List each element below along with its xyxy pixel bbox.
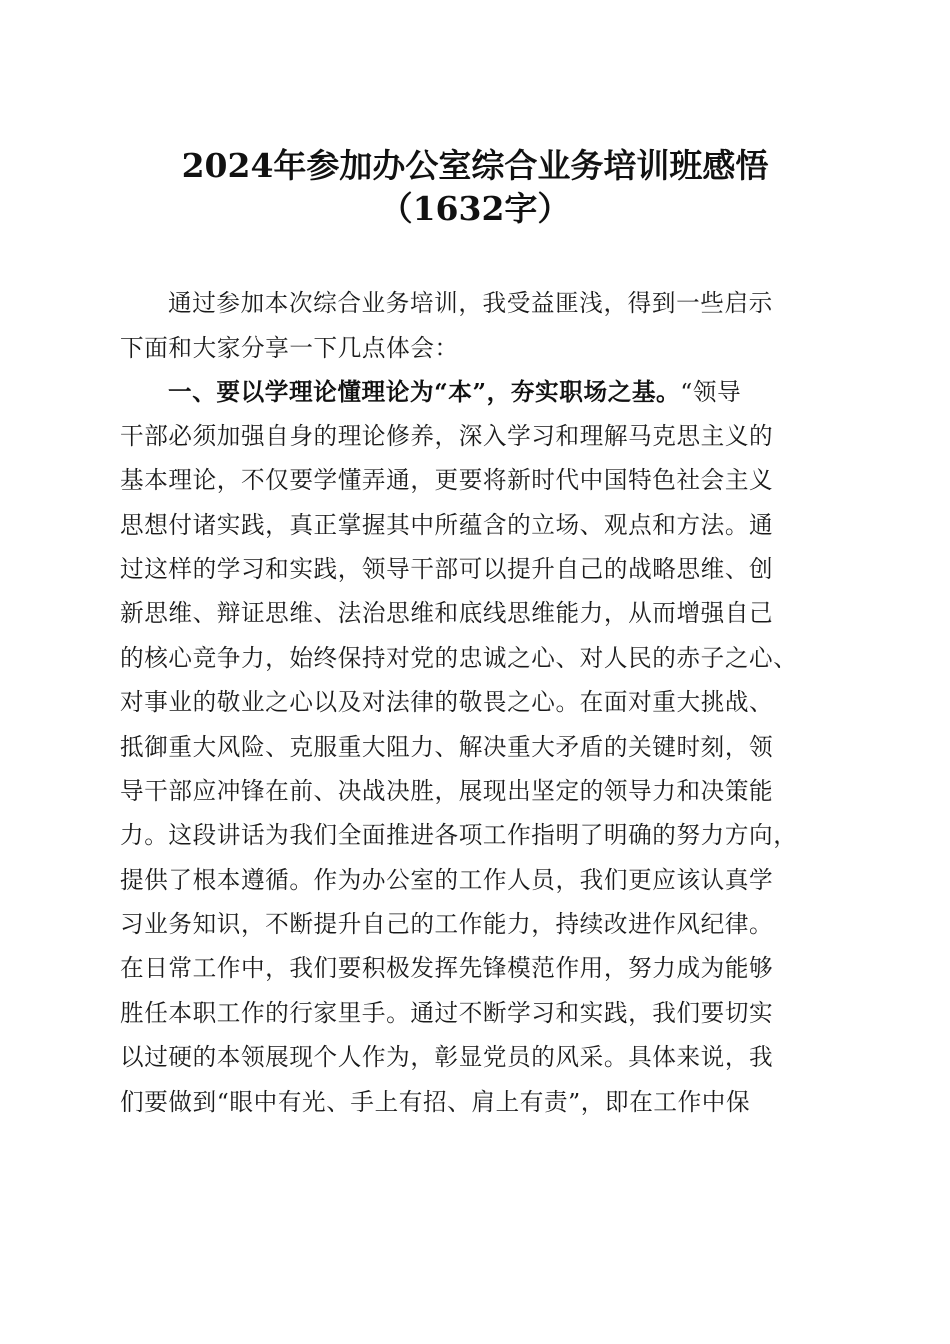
paragraph-line: 干部必须加强自身的理论修养，深入学习和理解马克思主义的 bbox=[120, 422, 774, 450]
section-heading-line bbox=[168, 373, 741, 407]
paragraph-line: 习业务知识，不断提升自己的工作能力，持续改进作风纪律。 bbox=[120, 910, 774, 938]
intro-line: 通过参加本次综合业务培训，我受益匪浅，得到一些启示 bbox=[168, 289, 773, 317]
paragraph-line: 过这样的学习和实践，领导干部可以提升自己的战略思维、创 bbox=[120, 555, 774, 583]
paragraph-line: 们要做到“眼中有光、手上有招、肩上有责”，即在工作中保 bbox=[120, 1088, 751, 1116]
paragraph-line: 新思维、辩证思维、法治思维和底线思维能力，从而增强自己 bbox=[120, 599, 774, 627]
paragraph-line: 思想付诸实践，真正掌握其中所蕴含的立场、观点和方法。通 bbox=[120, 511, 774, 539]
paragraph-line: 导干部应冲锋在前、决战决胜，展现出坚定的领导力和决策能 bbox=[120, 777, 774, 805]
paragraph-line: 的核心竞争力，始终保持对党的忠诚之心、对人民的赤子之心、 bbox=[120, 644, 798, 672]
document-title: 2024年参加办公室综合业务培训班感悟 bbox=[181, 146, 769, 185]
paragraph-line: 基本理论，不仅要学懂弄通，更要将新时代中国特色社会主义 bbox=[120, 466, 774, 494]
paragraph-line: 力。这段讲话为我们全面推进各项工作指明了明确的努力方向， bbox=[120, 821, 798, 849]
paragraph-line: 胜任本职工作的行家里手。通过不断学习和实践，我们要切实 bbox=[120, 999, 774, 1027]
paragraph-line: 抵御重大风险、克服重大阻力、解决重大矛盾的关键时刻，领 bbox=[120, 733, 774, 761]
section-heading: 一、要以学理论懂理论为“本”，夯实职场之基。 bbox=[168, 378, 681, 406]
paragraph-line: 对事业的敬业之心以及对法律的敬畏之心。在面对重大挑战、 bbox=[120, 688, 774, 716]
paragraph-line: 在日常工作中，我们要积极发挥先锋模范作用，努力成为能够 bbox=[120, 954, 774, 982]
paragraph-line: 以过硬的本领展现个人作为，彰显党员的风采。具体来说，我 bbox=[120, 1043, 774, 1071]
intro-line: 下面和大家分享一下几点体会： bbox=[120, 334, 459, 362]
paragraph-line: 提供了根本遵循。作为办公室的工作人员，我们更应该认真学 bbox=[120, 866, 774, 894]
document-subtitle-word-count: （1632字） bbox=[379, 189, 571, 228]
paragraph-text: “领导 bbox=[680, 378, 742, 406]
